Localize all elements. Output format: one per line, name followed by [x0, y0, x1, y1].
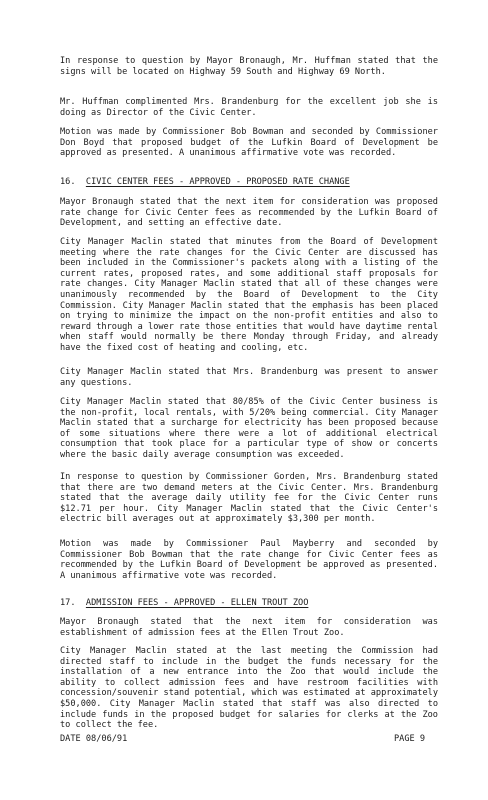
paragraph-board-minutes: [60, 237, 438, 354]
paragraph-rate-change-motion: [60, 539, 438, 581]
paragraph-text: In response to question by Commissioner Gorden, Mrs. Brandenburg stated that there are two demand meters at the Civic Center. Mrs. Brandenburg stated that the average daily utility fee for the Civic Center runs $12.71 per hour. City Manager Maclin stated that the Civic Center's electric bill averages out at approximately $3,300 per month.: [60, 472, 438, 525]
paragraph-text: City Manager Maclin stated that 80/85% of the Civic Center business is the non-profit, local rentals, with 5/20% being commercial. City Manager Maclin stated that a surcharge for electricity has been proposed because of some situations where there were a lot of additional electrical consumption that took place for a particular type of show or concerts where the basic daily average consumption was exceeded.: [60, 397, 438, 460]
paragraph-zoo-entrance: [60, 646, 438, 731]
paragraph-signs-location: [60, 56, 438, 77]
section-heading-16: [60, 177, 438, 188]
section-title: ADMISSION FEES - APPROVED - ELLEN TROUT ZOO: [85, 598, 309, 608]
section-title: CIVIC CENTER FEES - APPROVED - PROPOSED RATE CHANGE: [85, 177, 350, 187]
paragraph-text: City Manager Maclin stated that Mrs. Brandenburg was present to answer any questions.: [60, 367, 438, 388]
paragraph-text: Motion was made by Commissioner Paul Mayberry and seconded by Commissioner Bob Bowman that the rate change for Civic Center fees as recommended by the Lufkin Board of Development be approved as presented. A unanimous affirmative vote was recorded.: [60, 539, 438, 581]
paragraph-admission-intro: [60, 617, 438, 638]
paragraph-huffman-compliment: [60, 97, 438, 118]
paragraph-text: City Manager Maclin stated that minutes from the Board of Development meeting where the rate changes for the Civic Center are discussed has been included in the Commissioner's packets along with a listing of the current rates, proposed rates, and some additional staff proposals for rate changes. City Manager Maclin stated that all of these changes were unanimously recommended by the Board of Development to the City Commission. City Manager Maclin stated that the emphasis has been placed on trying to minimize the impact on the non-profit entities and also to reward through a lower rate those entities that would have daytime rental when staff would normally be there Monday through Friday, and already have the fixed cost of heating and cooling, etc.: [60, 237, 438, 353]
paragraph-brandenburg-present: [60, 367, 438, 388]
paragraph-nonprofit-business: [60, 397, 438, 461]
paragraph-rate-change-intro: [60, 197, 438, 229]
paragraph-text: Mayor Bronaugh stated that the next item for consideration was proposed rate change for Civic Center fees as recommended by the Lufkin Board of Development, and setting an effective date.: [60, 197, 438, 229]
paragraph-text: Mayor Bronaugh stated that the next item for consideration was establishment of admission fees at the Ellen Trout Zoo.: [60, 617, 438, 638]
paragraph-text: Motion was made by Commissioner Bob Bowman and seconded by Commissioner Don Boyd that proposed budget of the Lufkin Board of Development be approved as presented. A unanimous affirmative vote was recorded.: [60, 127, 438, 159]
footer-page-number: PAGE 9: [394, 734, 426, 744]
section-number: 17.: [60, 598, 76, 608]
section-heading-17: [60, 598, 438, 609]
footer-date: DATE 08/06/91: [60, 734, 128, 744]
paragraph-budget-motion: [60, 127, 438, 159]
paragraph-text: City Manager Maclin stated at the last meeting the Commission had directed staff to include in the budget the funds necessary for the installation of a new entrance into the Zoo that would include the ability to collect admission fees and have restroom facilities with concession/souvenir stand potential, which was estimated at approximately $50,000. City Manager Maclin stated that staff was also directed to include funds in the proposed budget for salaries for clerks at the Zoo to collect the fee.: [60, 646, 438, 731]
paragraph-demand-meters: [60, 472, 438, 525]
paragraph-text: In response to question by Mayor Bronaugh, Mr. Huffman stated that the signs will be located on Highway 59 South and Highway 69 North.: [60, 56, 438, 77]
paragraph-text: Mr. Huffman complimented Mrs. Brandenburg for the excellent job she is doing as Director of the Civic Center.: [60, 97, 438, 118]
section-number: 16.: [60, 177, 76, 187]
